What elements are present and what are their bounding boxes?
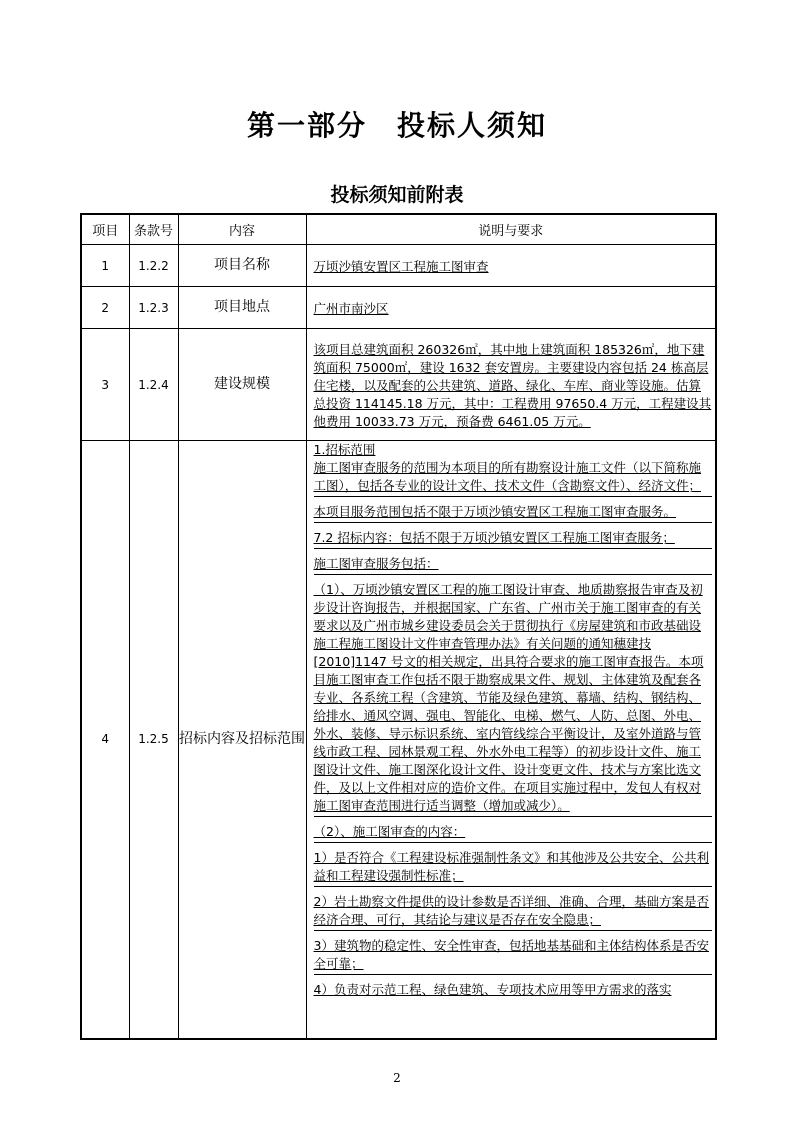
paragraph-review-item-1: （1）、万顷沙镇安置区工程的施工图设计审查、地质勘察报告审查及初步设计咨询报告，并根据国家、广东省、广州市关于施工图审查的有关要求以及广州市城乡建设委员会关于贯彻执行《房屋建筑和市政基础设施工程施工图设计文件审查管理办法》有关问题的通知穗建技[2010]1147 号文的相关规定，出具符合要求的施工图审查报告。本项目施工图审查工作包括不限于勘察成果文件、规划、主体建筑及配套各专业、各系统工程（含建筑、节能及绿色建筑、幕墙、结构、钢结构、给排水、通风空调、强电、智能化、电梯、燃气、人防、总图、外电、外水、装修、导示标识系统、室内管线综合平衡设计，及室外道路与管线市政工程、园林景观工程、外水外电工程等）的初步设计文件、施工图设计文件、施工图深化设计文件、设计变更文件、技术与方案比选文件，及以上文件相对应的造价文件。在项目实施过程中，发包人有权对施工图审查范围进行适当调整（增加或减少）。: [314, 581, 713, 817]
page-title: 第一部分 投标人须知: [246, 109, 547, 142]
table-row: [81, 245, 716, 287]
paragraph-service-scope: 本项目服务范围包括不限于万顷沙镇安置区工程施工图审查服务。: [314, 503, 713, 523]
row-clause: 1.2.2: [129, 245, 178, 287]
header-clause: 条款号: [129, 214, 178, 245]
paragraph-check-3: 3）建筑物的稳定性、安全性审查，包括地基基础和主体结构体系是否安全可靠；: [314, 937, 713, 975]
paragraph-check-2: 2）岩土勘察文件提供的设计参数是否详细、准确、合理，基础方案是否经济合理、可行，其结论与建议是否存在安全隐患；: [314, 893, 713, 931]
row-number: 3: [81, 329, 129, 441]
header-item: 项目: [81, 214, 129, 245]
table-row: [81, 287, 716, 329]
table-row: [81, 329, 716, 441]
row-clause: 1.2.5: [129, 441, 178, 1039]
row-clause: 1.2.3: [129, 287, 178, 329]
row-content: 项目名称: [178, 245, 306, 287]
paragraph-review-services: 施工图审查服务包括：: [314, 555, 713, 575]
row-clause: 1.2.4: [129, 329, 178, 441]
paragraph-review-content: （2）、施工图审查的内容：: [314, 823, 713, 843]
paragraph-scope: 1.招标范围 施工图审查服务的范围为本项目的所有勘察设计施工文件（以下简称施工图），包括各专业的设计文件、技术文件（含勘察文件）、经济文件；: [314, 441, 713, 497]
page-number: 2: [393, 1071, 401, 1085]
row-number: 2: [81, 287, 129, 329]
row-content: 建设规模: [178, 329, 306, 441]
row-description: 广州市南沙区: [306, 287, 716, 329]
row-number: 1: [81, 245, 129, 287]
row-description: 万顷沙镇安置区工程施工图审查: [306, 245, 716, 287]
table-title: 投标须知前附表: [330, 184, 464, 206]
row-content: 招标内容及招标范围: [178, 441, 306, 1039]
row-content: 项目地点: [178, 287, 306, 329]
paragraph-check-4: 4）负责对示范工程、绿色建筑、专项技术应用等甲方需求的落实: [313, 982, 672, 997]
row-description: 该项目总建筑面积 260326㎡，其中地上建筑面积 185326㎡，地下建筑面积 75000㎡，建设 1632 套安置房。主要建设内容包括 24 栋高层住宅楼，以及配套的公共建筑、道路、绿化、车库、商业等设施。估算总投资 114145.18 万元，其中：工程费用 97650.4 万元，工程建设其他费用 10033.73 万元，预备费 6461.05 万元。: [306, 329, 716, 441]
paragraph-bid-content: 7.2 招标内容：包括不限于万顷沙镇安置区工程施工图审查服务；: [314, 529, 713, 549]
header-description: 说明与要求: [306, 214, 716, 245]
row-description: [306, 441, 716, 1039]
table-header-row: [81, 214, 716, 245]
paragraph-check-1: 1）是否符合《工程建设标准强制性条文》和其他涉及公共安全、公共利益和工程建设强制性标准；: [314, 849, 713, 887]
row-number: 4: [81, 441, 129, 1039]
bid-notice-table: [80, 213, 717, 1040]
table-row: [81, 441, 716, 1039]
header-content: 内容: [178, 214, 306, 245]
